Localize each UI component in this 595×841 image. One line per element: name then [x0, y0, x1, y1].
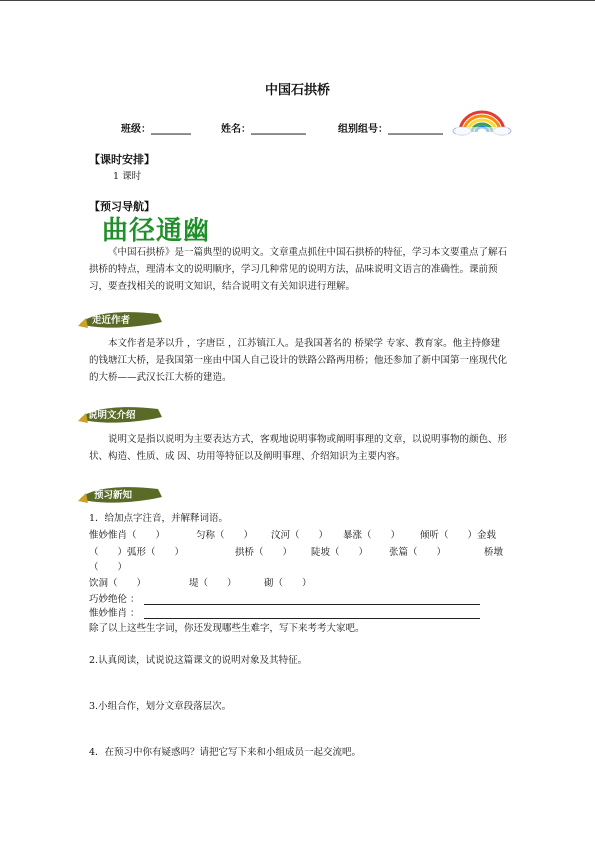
vocab-item[interactable]: （ ） [89, 562, 128, 573]
vocab-item[interactable]: 桥墩 [484, 547, 504, 558]
expository-badge [76, 401, 166, 427]
question-3: 3.小组合作，划分文章段落层次。 [89, 701, 232, 712]
vocab-item[interactable]: 堤（ ） [189, 578, 237, 589]
author-badge [76, 306, 166, 332]
author-paragraph: 本文作者是茅以升 ，字唐臣 ，江苏镇江人。是我国著名的 桥梁学 专家、教育家。他主持修建的钱塘江大桥，是我国第一座由中国人自己设计的铁路公路两用桥；他还参加了新中国第一座现代化的大桥——武汉长江大桥的建造。 [89, 338, 508, 383]
preview-paragraph: 《中国石拱桥》是一篇典型的说明文。文章重点抓住中国石拱桥的特征，学习本文要重点了解石拱桥的特点，理清本文的说明顺序，学习几种常见的说明方法，品味说明文语言的准确性。课前预习，要查找相关的说明文知识，结合说明文有关知识进行理解。 [89, 247, 508, 292]
vocab-item[interactable]: 暴涨（ ） [343, 530, 401, 541]
vocab-item[interactable]: 汶河（ ） [271, 530, 329, 541]
vocab-item[interactable]: 饮洞（ ） [89, 578, 147, 589]
vocab-item[interactable]: （ ）弧形（ ） [89, 547, 185, 558]
expository-badge-label: 说明文介绍 [88, 410, 136, 421]
question-1: 1．给加点字注音，并解释词语。 [89, 513, 229, 524]
question-4: 4．在预习中你有疑惑吗？请把它写下来和小组成员一起交流吧。 [89, 747, 362, 758]
extra-words-prompt: 除了以上这些生字词，你还发现哪些生难字，写下来考考大家吧。 [89, 623, 365, 634]
vocab-item[interactable]: 倾听（ ）金载 [420, 530, 497, 541]
schedule-value: 1 课时 [113, 171, 142, 182]
idiom-line-1[interactable] [89, 591, 480, 605]
idiom-line-2[interactable] [89, 605, 480, 619]
vocab-item[interactable]: 张篇（ ） [389, 547, 447, 558]
author-badge-label: 走近作者 [92, 315, 131, 326]
question-2: 2.认真阅读，试说说这篇课文的说明对象及其特征。 [89, 655, 308, 666]
idiom-answer-field-2[interactable] [144, 607, 480, 619]
schedule-heading: 【课时安排】 [89, 153, 155, 166]
vocab-item[interactable]: 拱桥（ ） [235, 547, 293, 558]
new-knowledge-badge-label: 预习新知 [94, 490, 133, 501]
vocab-item[interactable]: 惟妙惟肖（ ） [89, 530, 166, 541]
vocab-item[interactable]: 砌（ ） [264, 578, 312, 589]
preview-heading: 【预习导航】 [89, 200, 155, 213]
class-field[interactable]: 班级：________ [121, 124, 191, 135]
idiom-label-1: 巧妙绝伦 ： [89, 594, 140, 605]
vocab-item[interactable]: 匀称（ ） [196, 530, 254, 541]
new-knowledge-badge [76, 481, 166, 507]
page-top-border [0, 0, 595, 1]
winding-path-title: 曲径通幽 [102, 216, 211, 246]
name-field[interactable]: 姓名：___________ [221, 124, 306, 135]
vocab-item[interactable]: 陡坡（ ） [311, 547, 369, 558]
group-field[interactable]: 组别组号：___________ [338, 124, 443, 135]
page-title: 中国石拱桥 [264, 83, 330, 98]
expository-paragraph: 说明文是指以说明为主要表达方式，客观地说明事物或阐明事理的文章，以说明事物的颜色、形状、构造、性质、成 因、功用等特征以及阐明事理、介绍知识为主要内容。 [89, 434, 508, 462]
idiom-answer-field-1[interactable] [144, 593, 480, 605]
rainbow-logo-icon [452, 110, 512, 136]
idiom-label-2: 惟妙惟肖 ： [89, 608, 140, 619]
